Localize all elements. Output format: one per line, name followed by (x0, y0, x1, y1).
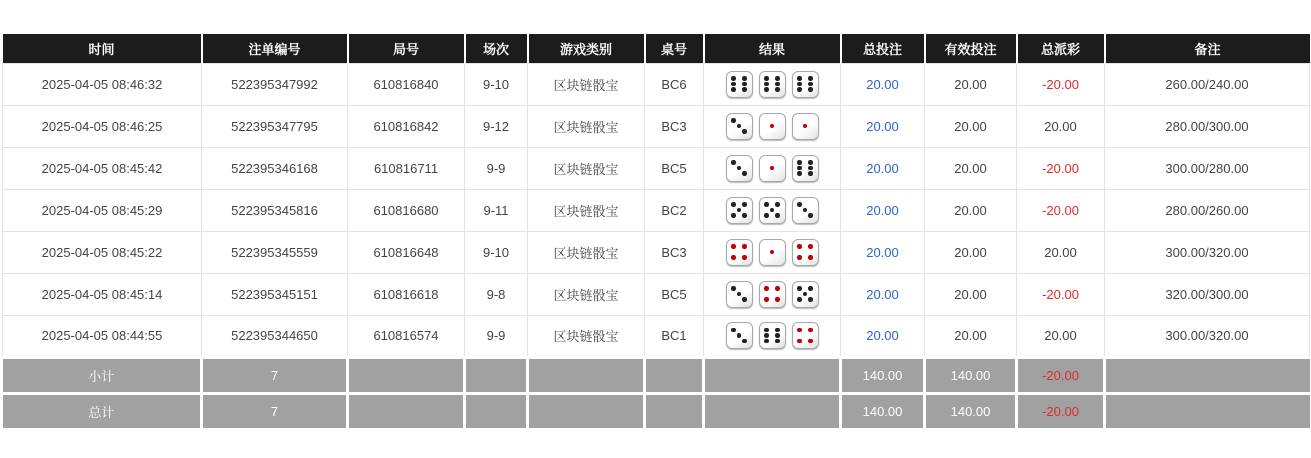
die-1-icon (759, 239, 786, 266)
cell-total-payout: -20.00 (1017, 189, 1105, 231)
cell-round-id: 610816840 (348, 63, 465, 105)
cell-game-type: 区块链骰宝 (528, 189, 645, 231)
dice-result (704, 113, 840, 140)
cell-result (704, 105, 841, 147)
cell-round-id: 610816711 (348, 147, 465, 189)
table-footer (3, 357, 1310, 429)
bet-row (3, 105, 1310, 147)
die-6-icon (792, 155, 819, 182)
die-6-icon (792, 71, 819, 98)
cell-time: 2025-04-05 08:46:32 (3, 63, 202, 105)
cell-table-no: BC2 (645, 189, 704, 231)
cell-session: 9-8 (465, 273, 528, 315)
col-header-table-no: 桌号 (645, 34, 704, 63)
die-3-icon (726, 322, 753, 349)
cell-round-id: 610816680 (348, 189, 465, 231)
col-header-bet-id: 注单编号 (202, 34, 348, 63)
cell-total-payout: -20.00 (1017, 63, 1105, 105)
cell-result (704, 147, 841, 189)
summary-total-payout: -20.00 (1017, 357, 1105, 393)
cell-game-type: 区块链骰宝 (528, 63, 645, 105)
cell-table-no: BC3 (645, 105, 704, 147)
cell-bet-id: 522395344650 (202, 315, 348, 357)
die-1-icon (792, 113, 819, 140)
summary-label: 小计 (3, 357, 202, 393)
summary-label: 总计 (3, 393, 202, 429)
cell-result (704, 273, 841, 315)
cell-result (704, 63, 841, 105)
cell-table-no: BC5 (645, 147, 704, 189)
dice-result (704, 322, 840, 349)
cell-result (704, 315, 841, 357)
cell-total-bet[interactable]: 20.00 (841, 231, 925, 273)
cell-table-no: BC5 (645, 273, 704, 315)
cell-game-type: 区块链骰宝 (528, 147, 645, 189)
die-3-icon (726, 281, 753, 308)
cell-total-bet[interactable]: 20.00 (841, 273, 925, 315)
dice-result (704, 71, 840, 98)
cell-table-no: BC6 (645, 63, 704, 105)
summary-row (3, 393, 1310, 429)
col-header-time: 时间 (3, 34, 202, 63)
cell-round-id: 610816574 (348, 315, 465, 357)
die-5-icon (759, 197, 786, 224)
cell-total-payout: 20.00 (1017, 315, 1105, 357)
cell-session: 9-9 (465, 315, 528, 357)
cell-remark: 280.00/300.00 (1105, 105, 1310, 147)
die-4-icon (792, 322, 819, 349)
cell-valid-bet: 20.00 (925, 147, 1017, 189)
cell-remark: 320.00/300.00 (1105, 273, 1310, 315)
bet-row (3, 63, 1310, 105)
summary-valid-bet: 140.00 (925, 357, 1017, 393)
bet-row (3, 315, 1310, 357)
cell-game-type: 区块链骰宝 (528, 105, 645, 147)
cell-time: 2025-04-05 08:45:22 (3, 231, 202, 273)
cell-result (704, 189, 841, 231)
col-header-valid-bet: 有效投注 (925, 34, 1017, 63)
dice-result (704, 155, 840, 182)
cell-total-bet[interactable]: 20.00 (841, 189, 925, 231)
cell-valid-bet: 20.00 (925, 315, 1017, 357)
cell-time: 2025-04-05 08:44:55 (3, 315, 202, 357)
table-body (3, 63, 1310, 357)
cell-round-id: 610816618 (348, 273, 465, 315)
bet-history-report (2, 34, 1309, 431)
die-3-icon (792, 197, 819, 224)
cell-valid-bet: 20.00 (925, 105, 1017, 147)
bet-history-table (2, 34, 1310, 431)
summary-total-bet: 140.00 (841, 357, 925, 393)
cell-valid-bet: 20.00 (925, 273, 1017, 315)
die-6-icon (726, 71, 753, 98)
die-3-icon (726, 113, 753, 140)
bet-row (3, 273, 1310, 315)
cell-bet-id: 522395347795 (202, 105, 348, 147)
cell-total-bet[interactable]: 20.00 (841, 147, 925, 189)
header-row (3, 34, 1310, 63)
summary-valid-bet: 140.00 (925, 393, 1017, 429)
cell-valid-bet: 20.00 (925, 231, 1017, 273)
cell-bet-id: 522395345559 (202, 231, 348, 273)
cell-remark: 280.00/260.00 (1105, 189, 1310, 231)
cell-round-id: 610816842 (348, 105, 465, 147)
cell-result (704, 231, 841, 273)
dice-result (704, 239, 840, 266)
die-5-icon (726, 197, 753, 224)
col-header-round-id: 局号 (348, 34, 465, 63)
col-header-remark: 备注 (1105, 34, 1310, 63)
cell-total-bet[interactable]: 20.00 (841, 105, 925, 147)
cell-round-id: 610816648 (348, 231, 465, 273)
die-3-icon (726, 155, 753, 182)
die-6-icon (759, 71, 786, 98)
cell-bet-id: 522395345151 (202, 273, 348, 315)
cell-table-no: BC3 (645, 231, 704, 273)
die-6-icon (759, 322, 786, 349)
cell-game-type: 区块链骰宝 (528, 231, 645, 273)
col-header-total-payout: 总派彩 (1017, 34, 1105, 63)
cell-total-payout: -20.00 (1017, 147, 1105, 189)
cell-table-no: BC1 (645, 315, 704, 357)
cell-session: 9-10 (465, 63, 528, 105)
summary-count: 7 (202, 357, 348, 393)
col-header-game-type: 游戏类别 (528, 34, 645, 63)
cell-valid-bet: 20.00 (925, 63, 1017, 105)
cell-bet-id: 522395345816 (202, 189, 348, 231)
table-header (3, 34, 1310, 63)
cell-session: 9-10 (465, 231, 528, 273)
cell-time: 2025-04-05 08:45:14 (3, 273, 202, 315)
cell-session: 9-12 (465, 105, 528, 147)
summary-total-payout: -20.00 (1017, 393, 1105, 429)
cell-remark: 300.00/280.00 (1105, 147, 1310, 189)
bet-row (3, 147, 1310, 189)
cell-valid-bet: 20.00 (925, 189, 1017, 231)
cell-remark: 300.00/320.00 (1105, 315, 1310, 357)
cell-remark: 300.00/320.00 (1105, 231, 1310, 273)
cell-bet-id: 522395346168 (202, 147, 348, 189)
die-1-icon (759, 155, 786, 182)
col-header-session: 场次 (465, 34, 528, 63)
cell-total-bet[interactable]: 20.00 (841, 63, 925, 105)
bet-row (3, 189, 1310, 231)
cell-remark: 260.00/240.00 (1105, 63, 1310, 105)
die-1-icon (759, 113, 786, 140)
cell-game-type: 区块链骰宝 (528, 273, 645, 315)
cell-total-payout: 20.00 (1017, 105, 1105, 147)
cell-time: 2025-04-05 08:45:42 (3, 147, 202, 189)
cell-session: 9-9 (465, 147, 528, 189)
cell-bet-id: 522395347992 (202, 63, 348, 105)
cell-session: 9-11 (465, 189, 528, 231)
cell-total-payout: -20.00 (1017, 273, 1105, 315)
col-header-total-bet: 总投注 (841, 34, 925, 63)
dice-result (704, 197, 840, 224)
summary-count: 7 (202, 393, 348, 429)
col-header-result: 结果 (704, 34, 841, 63)
die-5-icon (792, 281, 819, 308)
cell-time: 2025-04-05 08:45:29 (3, 189, 202, 231)
summary-total-bet: 140.00 (841, 393, 925, 429)
summary-row (3, 357, 1310, 393)
bet-row (3, 231, 1310, 273)
cell-total-bet[interactable]: 20.00 (841, 315, 925, 357)
dice-result (704, 281, 840, 308)
die-4-icon (759, 281, 786, 308)
cell-time: 2025-04-05 08:46:25 (3, 105, 202, 147)
die-4-icon (726, 239, 753, 266)
cell-game-type: 区块链骰宝 (528, 315, 645, 357)
die-4-icon (792, 239, 819, 266)
cell-total-payout: 20.00 (1017, 231, 1105, 273)
